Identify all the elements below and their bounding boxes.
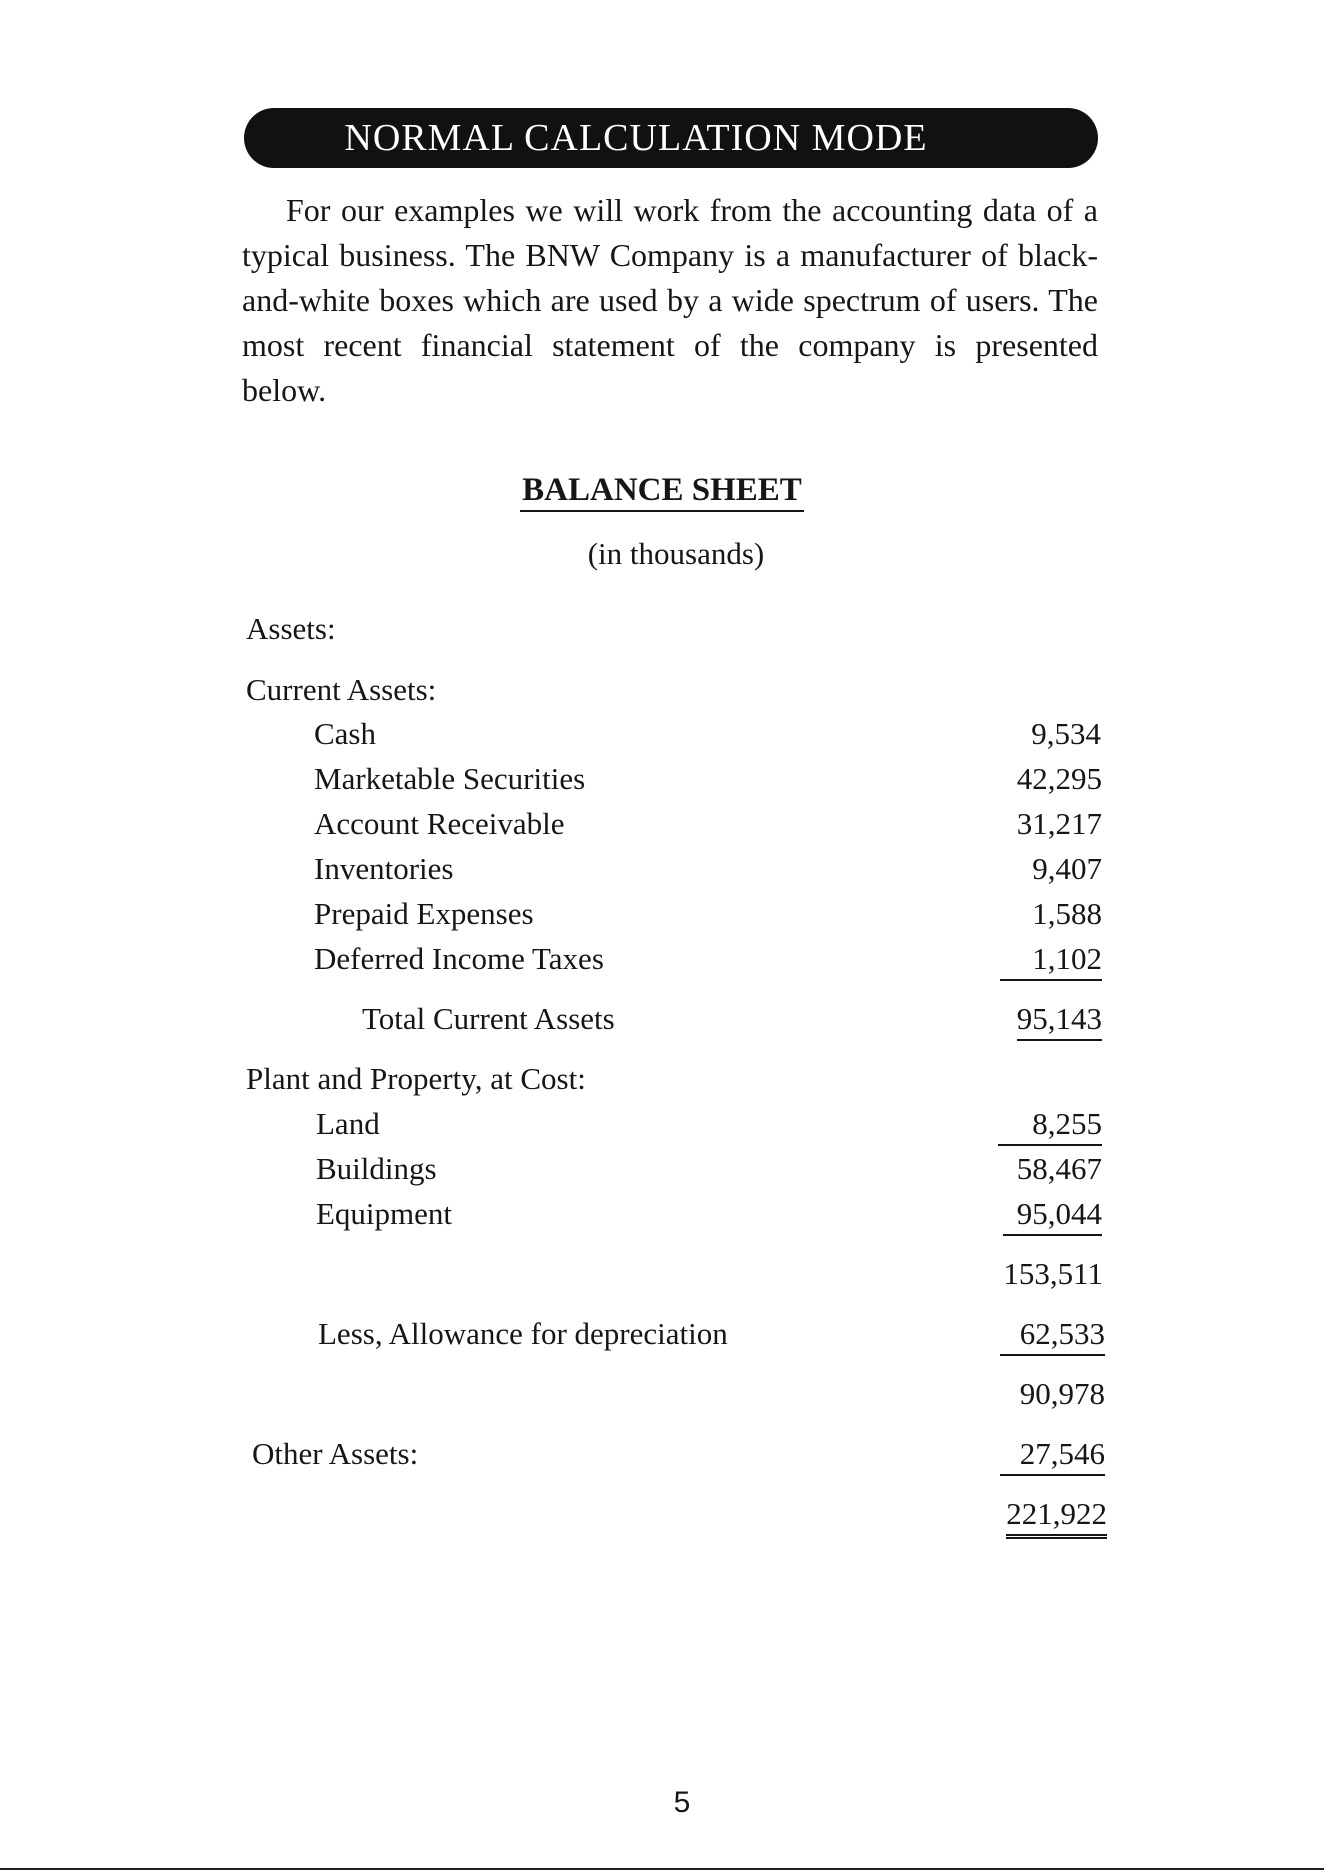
line-item-label: Deferred Income Taxes	[314, 941, 604, 976]
line-item-label: Cash	[314, 716, 376, 751]
current-assets-heading: Current Assets:	[246, 672, 437, 707]
total-current-assets-amount: 95,143	[1017, 999, 1102, 1041]
assets-heading: Assets:	[246, 611, 336, 646]
table-row	[0, 939, 1324, 979]
page-number: 5	[673, 1786, 691, 1819]
table-row	[0, 849, 1324, 889]
total-current-assets-label: Total Current Assets	[362, 1001, 615, 1036]
line-item-amount: 31,217	[1016, 806, 1102, 841]
table-row	[0, 804, 1324, 844]
table-row	[0, 894, 1324, 934]
total-assets-row	[0, 1494, 1324, 1534]
line-item-label: Marketable Securities	[314, 761, 586, 796]
intro-paragraph: For our examples we will work from the accounting data of a typical business. The BNW Company is a manufacturer of black-and-white boxes which are used by a wide spectrum of users. The most recent financial statement of the company is presented below.	[242, 192, 1098, 408]
page-bottom-edge	[0, 1868, 1324, 1870]
line-item-amount: 9,534	[1031, 716, 1101, 751]
line-item-label: Account Receivable	[314, 806, 565, 841]
plant-heading-row	[0, 1059, 1324, 1099]
line-item-label: Prepaid Expenses	[314, 896, 534, 931]
balance-sheet-title	[0, 472, 1324, 509]
line-item-label: Equipment	[316, 1196, 453, 1231]
depreciation-amount: 62,533	[1000, 1314, 1105, 1356]
other-assets-label: Other Assets:	[252, 1436, 419, 1471]
line-item-amount: 1,588	[1032, 896, 1102, 931]
line-item-label: Inventories	[314, 851, 454, 886]
table-row	[0, 1194, 1324, 1234]
depreciation-label: Less, Allowance for depreciation	[318, 1316, 728, 1351]
line-item-amount: 42,295	[1016, 761, 1102, 796]
other-assets-amount: 27,546	[1000, 1434, 1105, 1476]
total-current-assets-row	[0, 999, 1324, 1039]
line-item-label: Land	[316, 1106, 380, 1141]
depreciation-row	[0, 1314, 1324, 1354]
plant-subtotal-amount: 153,511	[1003, 1256, 1103, 1291]
line-item-amount: 58,467	[1016, 1151, 1102, 1186]
other-assets-row	[0, 1434, 1324, 1474]
plant-subtotal-row	[0, 1254, 1324, 1294]
line-item-label: Buildings	[316, 1151, 437, 1186]
balance-sheet-subtitle: (in thousands)	[587, 536, 765, 571]
line-item-amount: 95,044	[1003, 1194, 1102, 1236]
assets-heading-row	[0, 609, 1324, 649]
section-title-banner: NORMAL CALCULATION MODE	[244, 108, 1098, 168]
line-item-amount: 9,407	[1032, 851, 1102, 886]
net-plant-amount: 90,978	[1019, 1376, 1105, 1411]
table-row	[0, 1149, 1324, 1189]
line-item-amount: 8,255	[998, 1104, 1102, 1146]
net-plant-row	[0, 1374, 1324, 1414]
current-assets-heading-row	[0, 670, 1324, 710]
balance-sheet-title-text: BALANCE SHEET	[520, 472, 804, 512]
table-row	[0, 759, 1324, 799]
table-row	[0, 714, 1324, 754]
table-row	[0, 1104, 1324, 1144]
total-assets-amount: 221,922	[1006, 1494, 1107, 1539]
line-item-amount: 1,102	[1000, 939, 1102, 981]
plant-heading: Plant and Property, at Cost:	[246, 1061, 586, 1096]
